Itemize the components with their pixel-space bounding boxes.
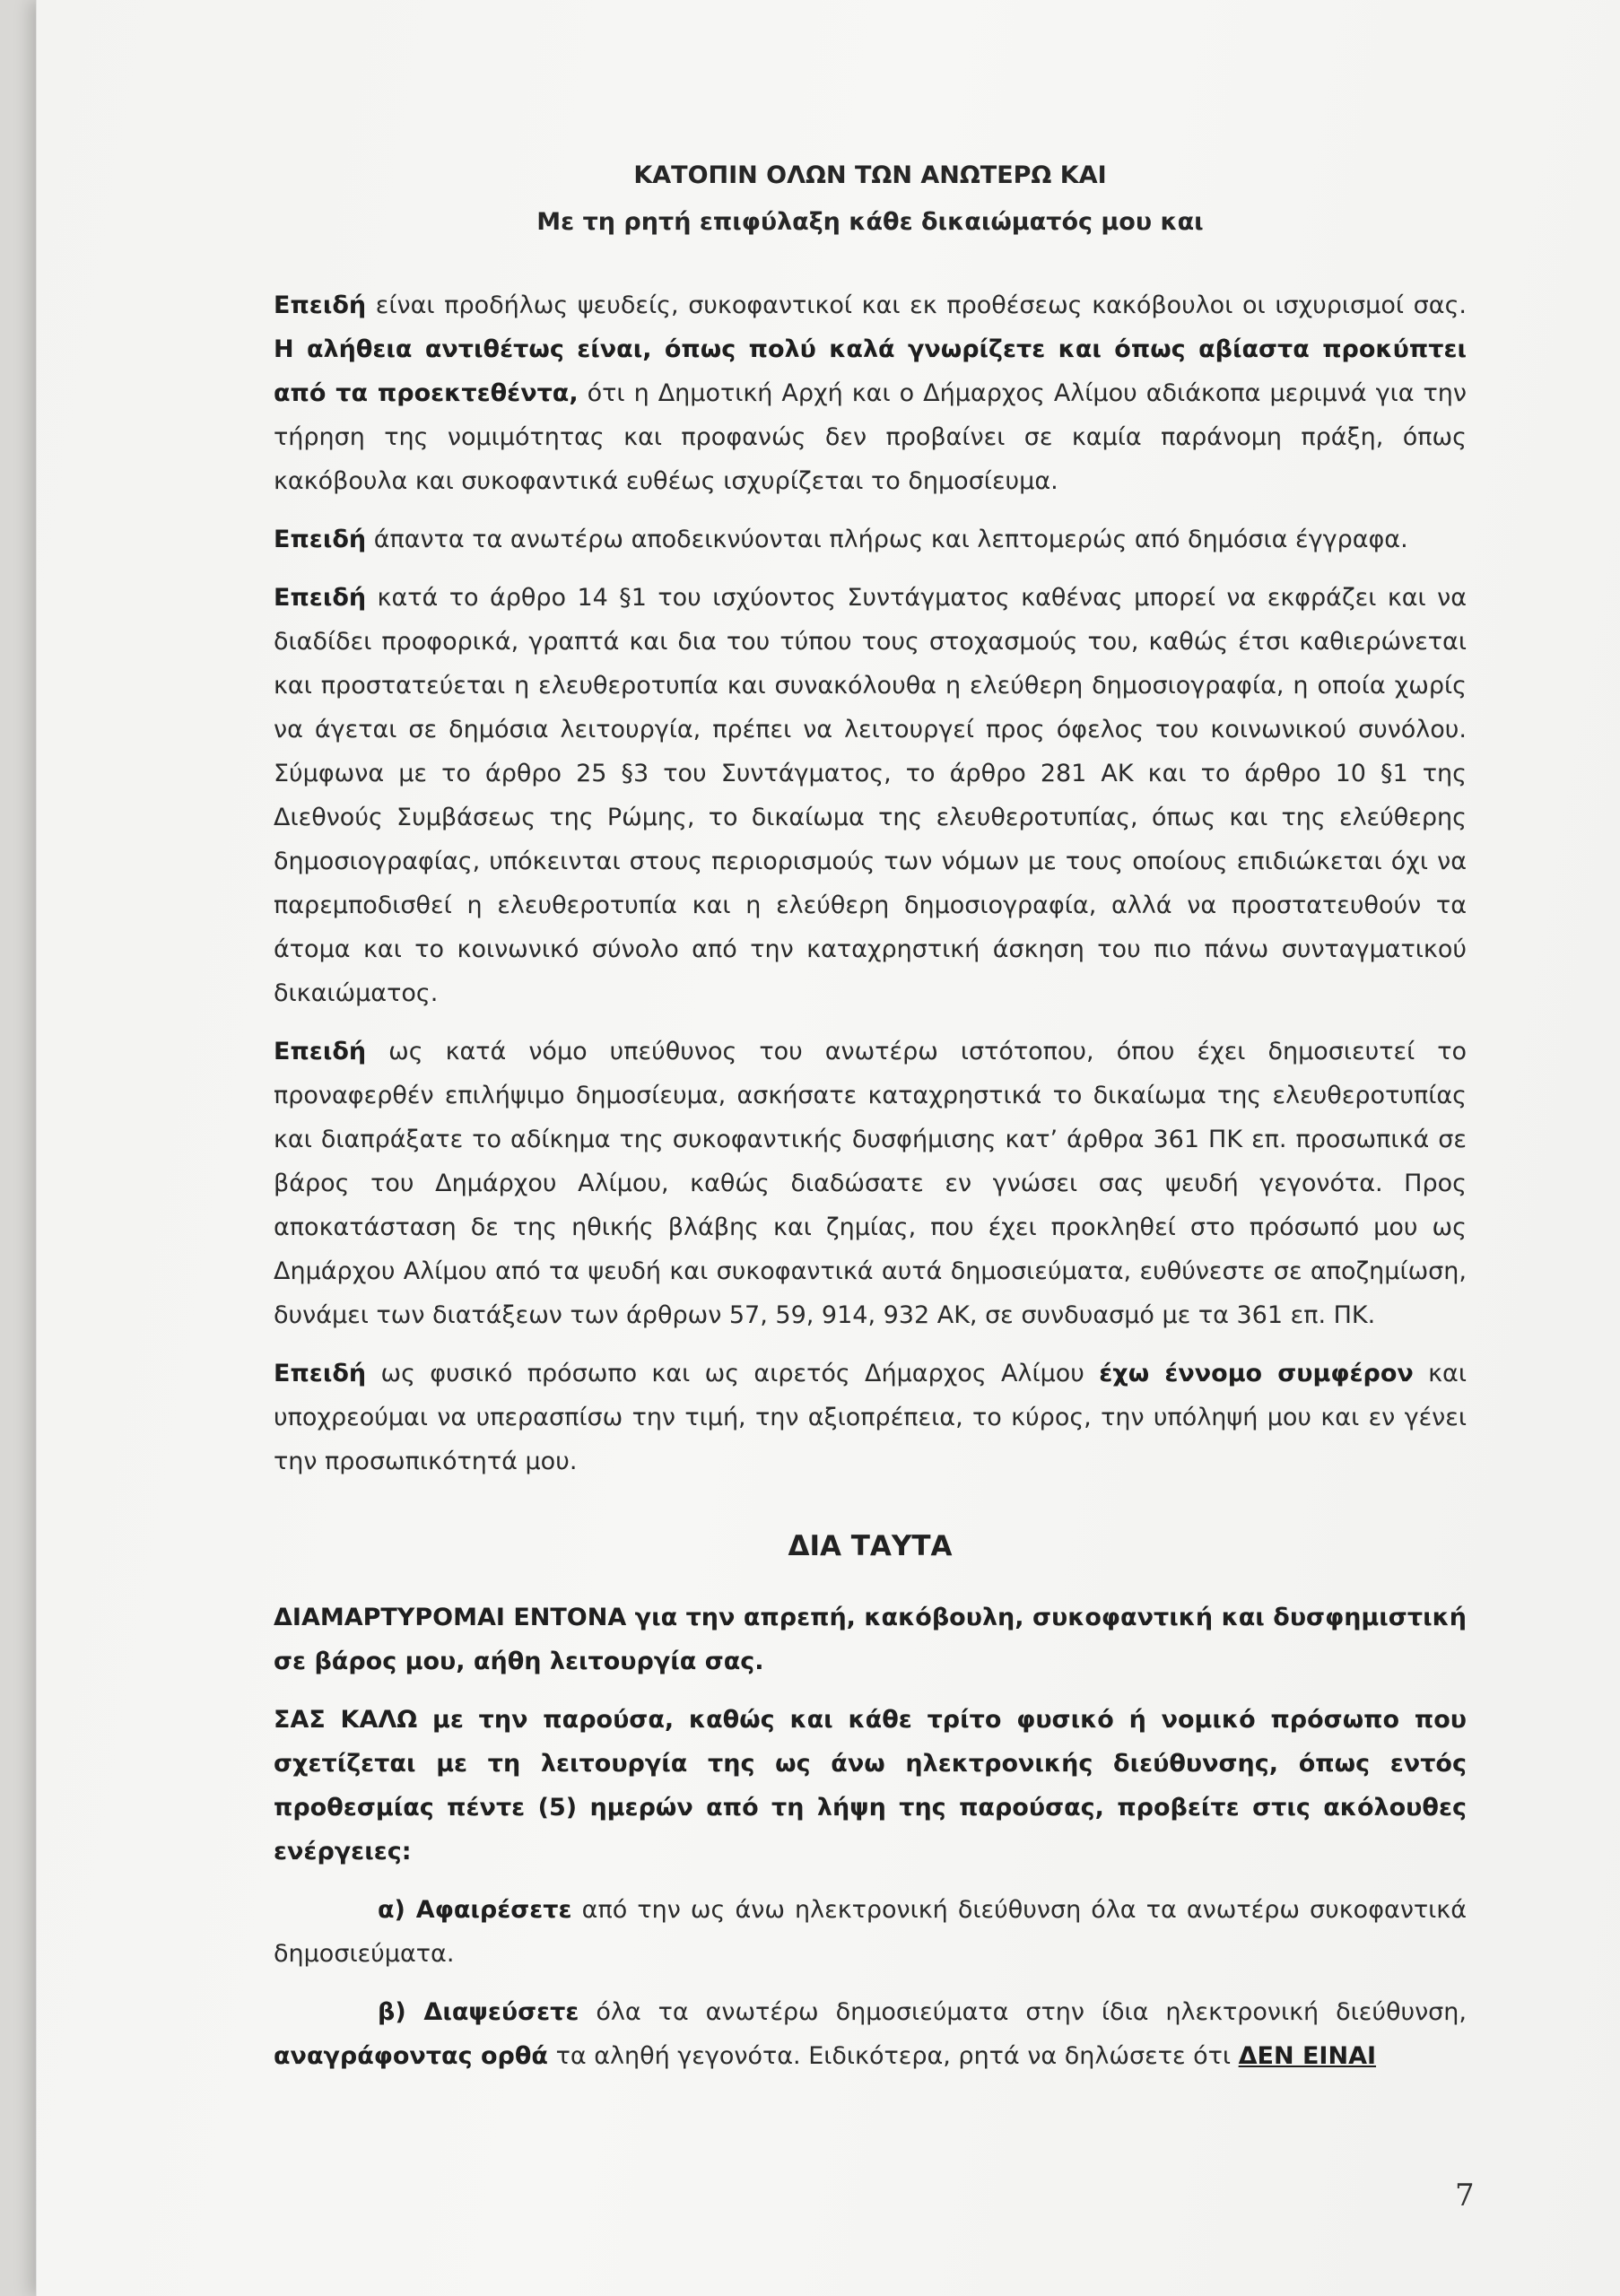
section-title: ΔΙΑ ΤΑΥΤΑ	[788, 1530, 953, 1562]
paragraph-text: και υποχρεούμαι να υπερασπίσω την τιμή, την αξιοπρέπεια, το κύρος, την υπόληψή μου και εν γένει την προσωπικότητά μου.	[274, 1360, 1467, 1475]
paragraph-lead: Επειδή	[274, 1360, 367, 1387]
demand-protest: ΔΙΑΜΑΡΤΥΡΟΜΑΙ ΕΝΤΟΝΑ για την απρεπή, κακόβουλη, συκοφαντική και δυσφημιστική σε βάρος μου, αήθη λειτουργία σας.	[274, 1604, 1467, 1675]
item-lead: β) Διαψεύσετε	[378, 1998, 579, 2026]
paragraph-5	[274, 1352, 1467, 1483]
document-heading: ΚΑΤΟΠΙΝ ΟΛΩΝ ΤΩΝ ΑΝΩΤΕΡΩ ΚΑΙ	[633, 161, 1107, 189]
demand-summons: ΣΑΣ ΚΑΛΩ με την παρούσα, καθώς και κάθε τρίτο φυσικό ή νομικό πρόσωπο που σχετίζεται με τη λειτουργία της ως άνω ηλεκτρονικής διεύθυνσης, όπως εντός προθεσμίας πέντε (5) ημερών από τη λήψη της παρούσας, προβείτε στις ακόλουθες ενέργειες:	[274, 1706, 1467, 1866]
item-text: τα αληθή γεγονότα. Ειδικότερα, ρητά να δηλώσετε ότι	[547, 2042, 1239, 2070]
paper-edge	[36, 0, 37, 2296]
paragraph-lead: Επειδή	[274, 584, 367, 612]
document-subheading: Με τη ρητή επιφύλαξη κάθε δικαιώματός μου και	[536, 208, 1204, 236]
item-emphasis-underlined: ΔΕΝ ΕΙΝΑΙ	[1238, 2042, 1377, 2070]
paragraph-text: ως κατά νόμο υπεύθυνος του ανωτέρω ιστότοπου, όπου έχει δημοσιευτεί το προναφερθέν επιλήψιμο δημοσίευμα, ασκήσατε καταχρηστικά το δικαίωμα της ελευθεροτυπίας και διαπράξατε το αδίκημα της συκοφαντικής δυσφήμισης κατ’ άρθρα 361 ΠΚ επ. προσωπικά σε βάρος του Δημάρχου Αλίμου, καθώς διαδώσατε εν γνώσει σας ψευδή γεγονότα. Προς αποκατάσταση δε της ηθικής βλάβης και ζημίας, που έχει προκληθεί στο πρόσωπό μου ως Δημάρχου Αλίμου από τα ψευδή και συκοφαντικά αυτά δημοσιεύματα, ευθύνεστε σε αποζημίωση, δυνάμει των διατάξεων των άρθρων 57, 59, 914, 932 ΑΚ, σε συνδυασμό με τα 361 επ. ΠΚ.	[274, 1038, 1467, 1329]
demand-item-a	[274, 1888, 1467, 1976]
paragraph-4	[274, 1030, 1467, 1337]
paragraph-2	[274, 517, 1467, 561]
item-emphasis: αναγράφοντας ορθά	[274, 2042, 548, 2070]
demand-item-b	[274, 1990, 1467, 2078]
paragraph-text: ως φυσικό πρόσωπο και ως αιρετός Δήμαρχος Αλίμου	[366, 1360, 1100, 1387]
paragraph-1	[274, 283, 1467, 503]
paragraph-text: είναι προδήλως ψευδείς, συκοφαντικοί και εκ προθέσεως κακόβουλοι οι ισχυρισμοί σας.	[366, 291, 1467, 319]
paragraph-3	[274, 576, 1467, 1015]
item-lead: α) Αφαιρέσετε	[378, 1896, 572, 1924]
paragraph-lead: Επειδή	[274, 526, 367, 553]
paragraph-text: κατά το άρθρο 14 §1 του ισχύοντος Συντάγματος καθένας μπορεί να εκφράζει και να διαδίδει προφορικά, γραπτά και δια του τύπου τους στοχασμούς του, καθώς έτσι καθιερώνεται και προστατεύεται η ελευθεροτυπία και συνακόλουθα η ελεύθερη δημοσιογραφία, η οποία χωρίς να άγεται σε δημόσια λειτουργία, πρέπει να λειτουργεί προς όφελος του κοινωνικού συνόλου. Σύμφωνα με το άρθρο 25 §3 του Συντάγματος, το άρθρο 281 ΑΚ και το άρθρο 10 §1 της Διεθνούς Συμβάσεως της Ρώμης, το δικαίωμα της ελευθεροτυπίας, όπως και της ελεύθερης δημοσιογραφίας, υπόκεινται στους περιορισμούς των νόμων με τους οποίους επιδιώκεται όχι να παρεμποδισθεί η ελευθεροτυπία και η ελεύθερη δημοσιογραφία, αλλά να προστατευθούν τα άτομα και το κοινωνικό σύνολο από την καταχρηστική άσκηση του πιο πάνω συνταγματικού δικαιώματος.	[274, 584, 1467, 1007]
item-text: όλα τα ανωτέρω δημοσιεύματα στην ίδια ηλεκτρονική διεύθυνση,	[579, 1998, 1467, 2026]
paragraph-emphasis: Η αλήθεια αντιθέτως είναι, όπως πολύ καλά γνωρίζετε και όπως αβίαστα προκύπτει από τα προεκτεθέντα,	[274, 335, 1467, 407]
paragraph-lead: Επειδή	[274, 291, 367, 319]
paragraph-text: ότι η Δημοτική Αρχή και ο Δήμαρχος Αλίμου αδιάκοπα μεριμνά για την τήρηση της νομιμότητας και προφανώς δεν προβαίνει σε καμία παράνομη πράξη, όπως κακόβουλα και συκοφαντικά ευθέως ισχυρίζεται το δημοσίευμα.	[274, 379, 1467, 495]
paragraph-lead: Επειδή	[274, 1038, 367, 1065]
paragraph-emphasis: έχω έννομο συμφέρον	[1099, 1360, 1414, 1387]
item-text: από την ως άνω ηλεκτρονική διεύθυνση όλα τα ανωτέρω συκοφαντικά δημοσιεύματα.	[274, 1896, 1467, 1968]
paragraph-text: άπαντα τα ανωτέρω αποδεικνύονται πλήρως και λεπτομερώς από δημόσια έγγραφα.	[366, 526, 1408, 553]
document-body	[274, 152, 1467, 2092]
page-number: 7	[1455, 2178, 1475, 2213]
